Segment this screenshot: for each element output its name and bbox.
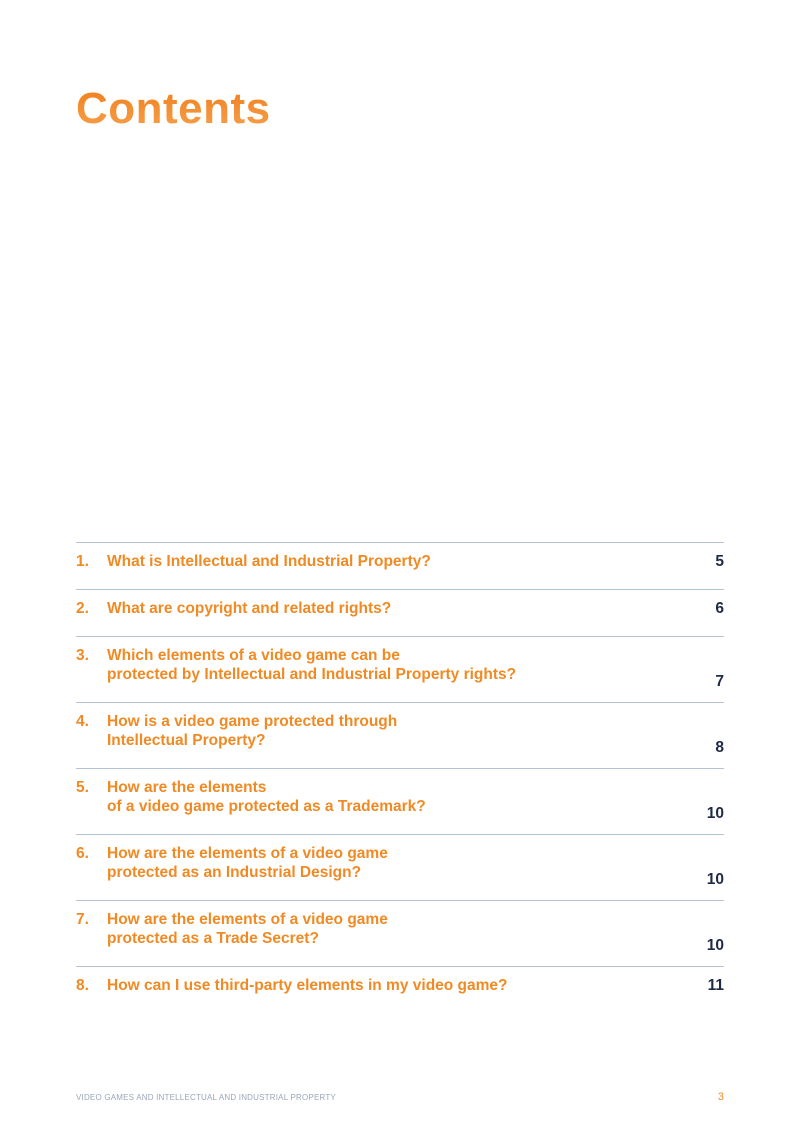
- toc-item-number: 5.: [76, 779, 89, 796]
- toc-item[interactable]: [76, 834, 724, 900]
- toc-item-page[interactable]: 11: [707, 977, 724, 994]
- footer-page-number: 3: [717, 1091, 724, 1103]
- toc-item-title[interactable]: How are the elements of a video game protected as an Industrial Design?: [107, 845, 388, 881]
- toc-item[interactable]: [76, 589, 724, 636]
- toc-item[interactable]: [76, 966, 724, 1013]
- toc-item-number: 4.: [76, 713, 89, 730]
- toc-item-page[interactable]: 10: [706, 937, 724, 954]
- table-of-contents: [76, 542, 724, 1013]
- toc-item-title[interactable]: What are copyright and related rights?: [107, 600, 392, 617]
- toc-item-title[interactable]: How is a video game protected through Intellectual Property?: [107, 713, 398, 749]
- toc-item-number: 2.: [76, 600, 89, 617]
- toc-item-number: 3.: [76, 647, 89, 664]
- toc-item-page[interactable]: 6: [715, 600, 724, 617]
- toc-item-page[interactable]: 7: [715, 673, 724, 690]
- toc-item-title[interactable]: What is Intellectual and Industrial Property?: [107, 553, 431, 570]
- toc-item-number: 1.: [76, 553, 89, 570]
- toc-item-number: 8.: [76, 977, 89, 994]
- footer-document-title: VIDEO GAMES AND INTELLECTUAL AND INDUSTRIAL PROPERTY: [76, 1093, 336, 1102]
- toc-item-page[interactable]: 10: [706, 805, 724, 822]
- toc-item[interactable]: [76, 768, 724, 834]
- toc-item-page[interactable]: 5: [715, 553, 724, 570]
- toc-item-page[interactable]: 10: [706, 871, 724, 888]
- toc-item-title[interactable]: Which elements of a video game can be protected by Intellectual and Industrial Property rights?: [107, 647, 517, 683]
- toc-item[interactable]: [76, 900, 724, 966]
- toc-item[interactable]: [76, 636, 724, 702]
- toc-item-page[interactable]: 8: [715, 739, 724, 756]
- toc-item-title[interactable]: How are the elements of a video game protected as a Trademark?: [107, 779, 426, 815]
- page-title: Contents: [76, 84, 271, 133]
- toc-item[interactable]: [76, 542, 724, 589]
- toc-item-title[interactable]: How are the elements of a video game protected as a Trade Secret?: [107, 911, 388, 947]
- toc-item[interactable]: [76, 702, 724, 768]
- toc-item-title[interactable]: How can I use third-party elements in my video game?: [107, 977, 508, 994]
- toc-item-number: 6.: [76, 845, 89, 862]
- toc-item-number: 7.: [76, 911, 89, 928]
